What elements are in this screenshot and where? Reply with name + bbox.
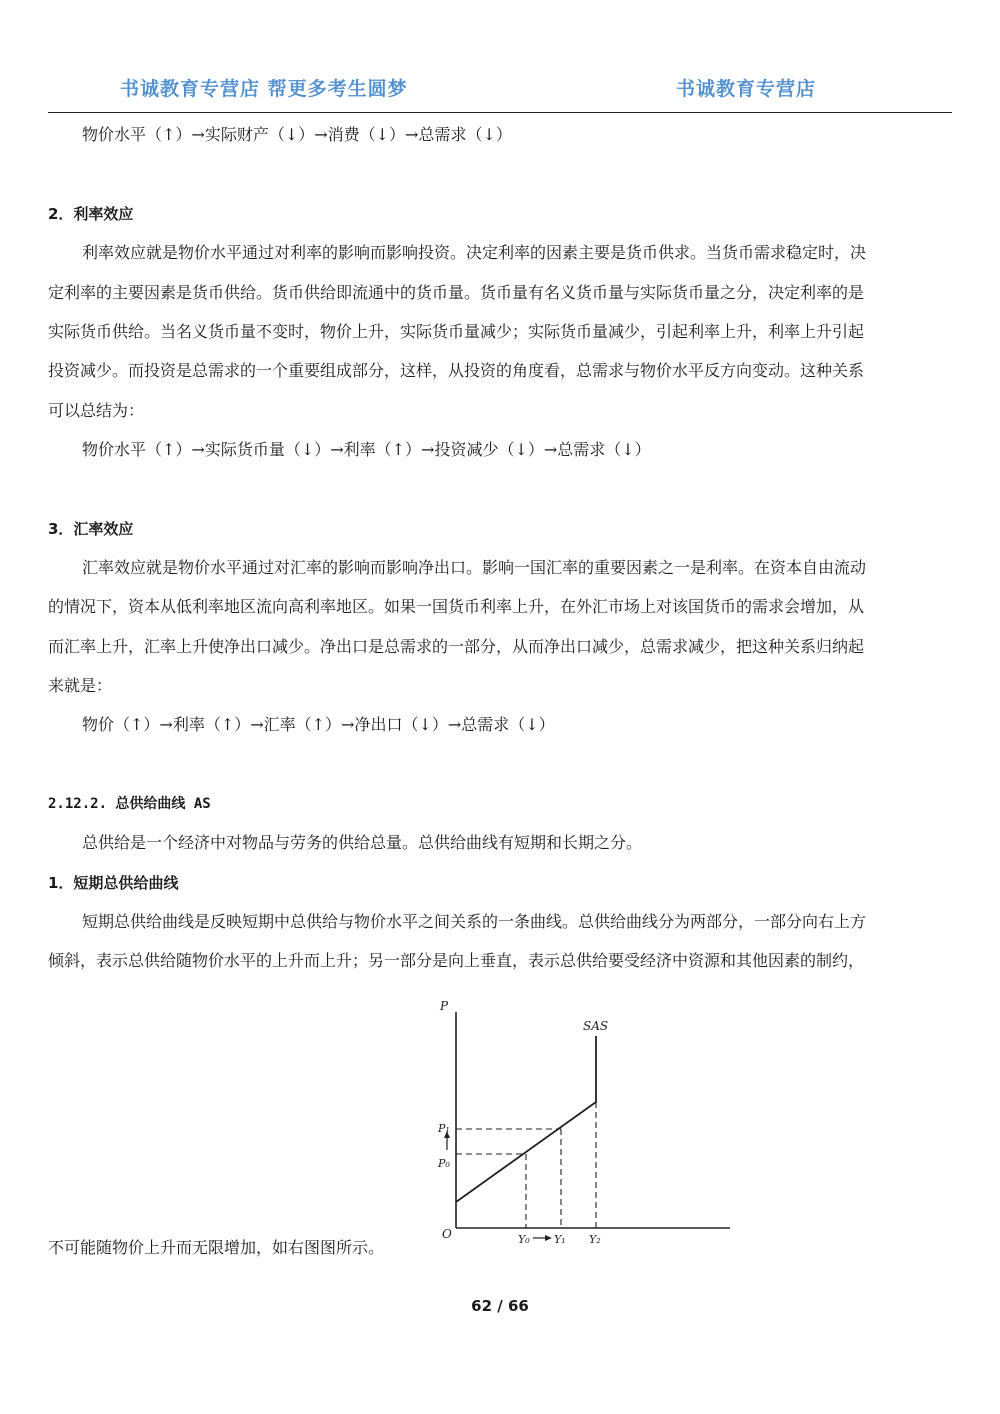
short-run-heading: 1．短期总供给曲线	[48, 874, 179, 892]
short-run-last-line: 不可能随物价上升而无限增加，如右图图所示。	[48, 1238, 385, 1257]
interest-paragraph-line-1: 利率效应就是物价水平通过对利率的影响而影响投资。决定利率的因素主要是货币供求。当货币需求稳定时，决	[82, 243, 867, 262]
short-run-line-1: 短期总供给曲线是反映短期中总供给与物价水平之间关系的一条曲线。总供给曲线分为两部分，一部分向右上方	[82, 912, 867, 931]
wealth-effect-flow: 物价水平（↑）→实际财产（↓）→消费（↓）→总需求（↓）	[82, 125, 512, 144]
header-divider	[48, 112, 952, 113]
origin-label: O	[442, 1227, 452, 1241]
sas-graph	[420, 990, 750, 1250]
exchange-paragraph-line-1: 汇率效应就是物价水平通过对汇率的影响而影响净出口。影响一国汇率的重要因素之一是利率。在资本自由流动	[82, 558, 867, 577]
exchange-paragraph-line-2: 的情况下，资本从低利率地区流向高利率地区。如果一国货币利率上升，在外汇市场上对该国货币的需求会增加，从	[48, 597, 865, 616]
page-number: 62 / 66	[471, 1297, 529, 1315]
interest-paragraph-line-2: 定利率的主要因素是货币供给。货币供给即流通中的货币量。货币量有名义货币量与实际货币量之分，决定利率的是	[48, 283, 865, 302]
header-right-title: 书诚教育专营店	[676, 78, 817, 100]
section-intro: 总供给是一个经济中对物品与劳务的供给总量。总供给曲线有短期和长期之分。	[82, 833, 643, 852]
interest-paragraph-line-5: 可以总结为：	[48, 401, 145, 420]
exchange-rate-heading: 3．汇率效应	[48, 520, 134, 538]
output-right-arrow-head	[545, 1235, 552, 1241]
interest-rate-heading: 2．利率效应	[48, 205, 134, 223]
p0-label: P₀	[438, 1157, 450, 1170]
sas-label: SAS	[583, 1019, 609, 1033]
exchange-effect-flow: 物价（↑）→利率（↑）→汇率（↑）→净出口（↓）→总需求（↓）	[82, 715, 555, 734]
short-run-line-2: 倾斜，表示总供给随物价水平的上升而上升；另一部分是向上垂直，表示总供给要受经济中资源和其他因素的制约，	[48, 951, 865, 970]
header-left-title: 书诚教育专营店 帮更多考生圆梦	[120, 78, 408, 100]
interest-paragraph-line-4: 投资减少。而投资是总需求的一个重要组成部分，这样，从投资的角度看，总需求与物价水平反方向变动。这种关系	[48, 361, 865, 380]
exchange-paragraph-line-4: 来就是：	[48, 676, 113, 695]
exchange-paragraph-line-3: 而汇率上升，汇率上升使净出口减少。净出口是总需求的一部分，从而净出口减少，总需求减少，把这种关系归纳起	[48, 637, 865, 656]
interest-paragraph-line-3: 实际货币供给。当名义货币量不变时，物价上升，实际货币量减少；实际货币量减少，引起利率上升，利率上升引起	[48, 322, 865, 341]
y1-label: Y₁	[554, 1233, 566, 1246]
y0-label: Y₀	[518, 1233, 530, 1246]
section-heading-as: 2.12.2. 总供给曲线 AS	[48, 796, 211, 812]
p-axis-label: P	[440, 999, 449, 1013]
interest-effect-flow: 物价水平（↑）→实际货币量（↓）→利率（↑）→投资减少（↓）→总需求（↓）	[82, 440, 651, 459]
y2-label: Y₂	[589, 1233, 601, 1246]
p1-label: P₁	[438, 1122, 450, 1135]
